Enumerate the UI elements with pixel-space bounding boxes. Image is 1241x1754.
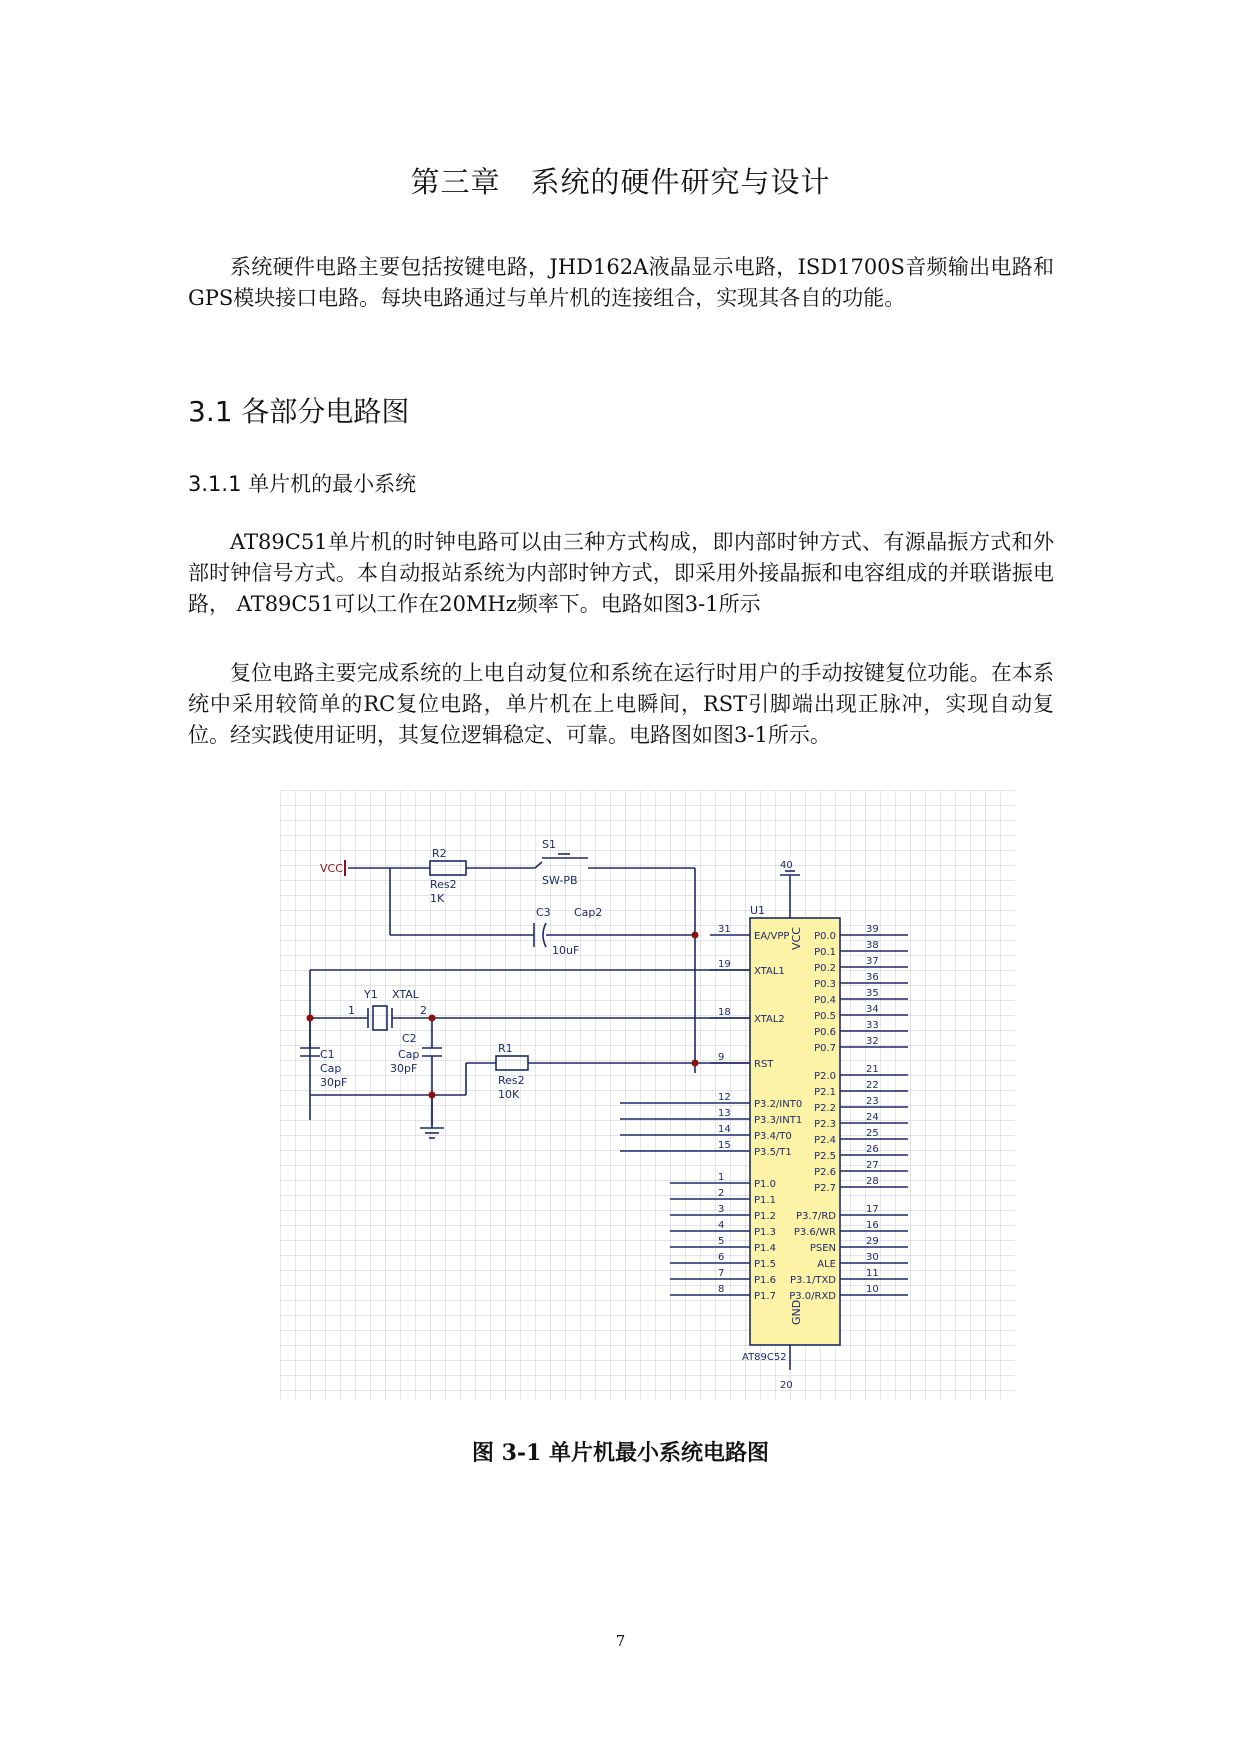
u1-left-pin-name: P1.0 — [754, 1179, 776, 1190]
u1-vcc-pin-label: VCC — [790, 927, 803, 950]
u1-right-pin-name: P2.3 — [814, 1119, 836, 1130]
u1-right-pin-number: 32 — [866, 1036, 879, 1047]
u1-left-pin-number: 9 — [718, 1052, 725, 1063]
minimal-system-schematic — [280, 790, 1015, 1400]
u1-left-pin-number: 7 — [718, 1268, 725, 1279]
u1-left-pin-name: RST — [754, 1059, 774, 1070]
u1-right-pin-name: P0.1 — [814, 947, 836, 958]
u1-left-pin-number: 18 — [718, 1007, 731, 1018]
u1-ref: U1 — [750, 904, 766, 917]
u1-left-pin-name: P3.3/INT1 — [754, 1115, 803, 1126]
u1-left-pin-name: EA/VPP — [754, 931, 790, 942]
c2-type: Cap — [398, 1048, 420, 1061]
u1-right-pin-name: P2.2 — [814, 1103, 836, 1114]
u1-vcc-pin-number: 40 — [780, 860, 793, 871]
u1-right-pin-name: P2.7 — [814, 1183, 836, 1194]
u1-part-number: AT89C52 — [742, 1352, 787, 1363]
y1-pin2: 2 — [420, 1004, 427, 1017]
u1-left-pin-number: 13 — [718, 1108, 731, 1119]
u1-right-pin-name: P0.7 — [814, 1043, 836, 1054]
u1-right-pin-number: 17 — [866, 1204, 879, 1215]
u1-left-pin-name: P1.4 — [754, 1243, 776, 1254]
u1-right-pin-name: P2.5 — [814, 1151, 836, 1162]
u1-right-pin-name: P3.6/WR — [793, 1227, 836, 1238]
u1-left-pin-name: P3.5/T1 — [754, 1147, 792, 1158]
u1-right-pin-number: 39 — [866, 924, 879, 935]
u1-left-pin-number: 14 — [718, 1124, 731, 1135]
u1-right-pin-number: 28 — [866, 1176, 879, 1187]
c1-type: Cap — [320, 1062, 342, 1075]
y1-type: XTAL — [392, 988, 419, 1001]
y1-ref: Y1 — [364, 988, 378, 1001]
u1-left-pin-number: 6 — [718, 1252, 725, 1263]
u1-right-pin-name: P2.1 — [814, 1087, 836, 1098]
u1-left-pin-name: P1.6 — [754, 1275, 776, 1286]
u1-left-pin-number: 31 — [718, 924, 731, 935]
y1-pin1: 1 — [348, 1004, 355, 1017]
u1-right-pin-number: 30 — [866, 1252, 879, 1263]
c3-ref: C3 — [536, 906, 551, 919]
u1-left-pin-number: 8 — [718, 1284, 725, 1295]
u1-left-pin-number: 19 — [718, 959, 731, 970]
c2-value: 30pF — [390, 1062, 418, 1075]
c1-ref: C1 — [320, 1048, 335, 1061]
u1-left-pin-name: P3.4/T0 — [754, 1131, 792, 1142]
u1-right-pin-name: P0.4 — [814, 995, 836, 1006]
u1-right-pin-name: P3.7/RD — [796, 1211, 836, 1222]
u1-right-pin-number: 10 — [866, 1284, 879, 1295]
reset-circuit-paragraph: 复位电路主要完成系统的上电自动复位和系统在运行时用户的手动按键复位功能。在本系统中采用较简单的RC复位电路，单片机在上电瞬间，RST引脚端出现正脉冲，实现自动复位。经实践使用证明，其复位逻辑稳定、可靠。电路图如图3-1所示。 — [188, 661, 1054, 747]
u1-right-pin-name: P0.0 — [814, 931, 836, 942]
u1-right-pin-number: 26 — [866, 1144, 879, 1155]
u1-right-pin-number: 29 — [866, 1236, 879, 1247]
u1-right-pin-name: PSEN — [809, 1243, 836, 1254]
u1-right-pin-name: P0.6 — [814, 1027, 836, 1038]
u1-left-pin-number: 15 — [718, 1140, 731, 1151]
u1-right-pin-name: P2.0 — [814, 1071, 836, 1082]
u1-gnd-pin-number: 20 — [780, 1380, 793, 1391]
clock-circuit-paragraph: AT89C51单片机的时钟电路可以由三种方式构成，即内部时钟方式、有源晶振方式和外部时钟信号方式。本自动报站系统为内部时钟方式，即采用外接晶振和电容组成的并联谐振电路， AT89C51可以工作在20MHz频率下。电路如图3-1所示 — [188, 530, 1054, 616]
r1-type: Res2 — [498, 1074, 525, 1087]
u1-right-pin-name: P0.5 — [814, 1011, 836, 1022]
u1-right-pin-number: 23 — [866, 1096, 879, 1107]
u1-gnd-pin-label: GND — [790, 1299, 803, 1325]
r2-ref: R2 — [432, 847, 447, 860]
u1-right-pin-name: P0.3 — [814, 979, 836, 990]
figure-caption: 图 3-1 单片机最小系统电路图 — [471, 1440, 770, 1466]
u1-right-pin-name: ALE — [817, 1259, 836, 1270]
subsection-heading: 3.1.1 单片机的最小系统 — [188, 472, 417, 496]
u1-left-pin-name: XTAL1 — [754, 966, 785, 977]
u1-right-pin-number: 25 — [866, 1128, 879, 1139]
c1-value: 30pF — [320, 1076, 348, 1089]
r2-value: 1K — [430, 892, 445, 905]
u1-left-pin-name: P1.5 — [754, 1259, 776, 1270]
u1-right-pin-number: 11 — [866, 1268, 879, 1279]
r2-type: Res2 — [430, 878, 457, 891]
u1-right-pin-number: 27 — [866, 1160, 879, 1171]
u1-left-pin-name: P1.7 — [754, 1291, 776, 1302]
u1-left-pin-number: 5 — [718, 1236, 725, 1247]
u1-right-pin-number: 34 — [866, 1004, 879, 1015]
u1-left-pin-name: P1.3 — [754, 1227, 776, 1238]
u1-right-pin-number: 37 — [866, 956, 879, 967]
u1-right-pin-number: 24 — [866, 1112, 879, 1123]
u1-left-pin-number: 3 — [718, 1204, 725, 1215]
u1-left-pin-number: 2 — [718, 1188, 725, 1199]
u1-left-pin-name: P1.2 — [754, 1211, 776, 1222]
vcc-label: VCC — [320, 862, 343, 875]
s1-type: SW-PB — [542, 874, 578, 887]
u1-left-pin-name: P1.1 — [754, 1195, 776, 1206]
intro-paragraph: 系统硬件电路主要包括按键电路，JHD162A液晶显示电路，ISD1700S音频输出电路和GPS模块接口电路。每块电路通过与单片机的连接组合，实现其各自的功能。 — [188, 255, 1054, 310]
u1-right-pin-number: 33 — [866, 1020, 879, 1031]
u1-left-pin-name: P3.2/INT0 — [754, 1099, 803, 1110]
u1-right-pin-number: 21 — [866, 1064, 879, 1075]
u1-right-pin-name: P3.1/TXD — [790, 1275, 836, 1286]
u1-right-pin-name: P2.4 — [814, 1135, 836, 1146]
section-heading: 3.1 各部分电路图 — [188, 395, 410, 428]
u1-left-pin-number: 4 — [718, 1220, 725, 1231]
c3-value: 10uF — [552, 944, 580, 957]
u1-right-pin-name: P3.0/RXD — [789, 1291, 836, 1302]
u1-right-pin-number: 22 — [866, 1080, 879, 1091]
u1-right-pin-number: 16 — [866, 1220, 879, 1231]
u1-right-pin-number: 35 — [866, 988, 879, 999]
s1-ref: S1 — [542, 838, 556, 851]
u1-left-pin-number: 1 — [718, 1172, 725, 1183]
u1-left-pin-number: 12 — [718, 1092, 731, 1103]
u1-right-pin-number: 36 — [866, 972, 879, 983]
c3-type: Cap2 — [574, 906, 603, 919]
u1-right-pin-name: P0.2 — [814, 963, 836, 974]
chapter-title: 第三章 系统的硬件研究与设计 — [410, 165, 831, 199]
u1-right-pin-number: 38 — [866, 940, 879, 951]
r1-value: 10K — [498, 1088, 520, 1101]
u1-left-pin-name: XTAL2 — [754, 1014, 785, 1025]
page-number: 7 — [615, 1632, 626, 1650]
c2-ref: C2 — [402, 1032, 417, 1045]
r1-ref: R1 — [498, 1042, 513, 1055]
u1-right-pin-name: P2.6 — [814, 1167, 836, 1178]
